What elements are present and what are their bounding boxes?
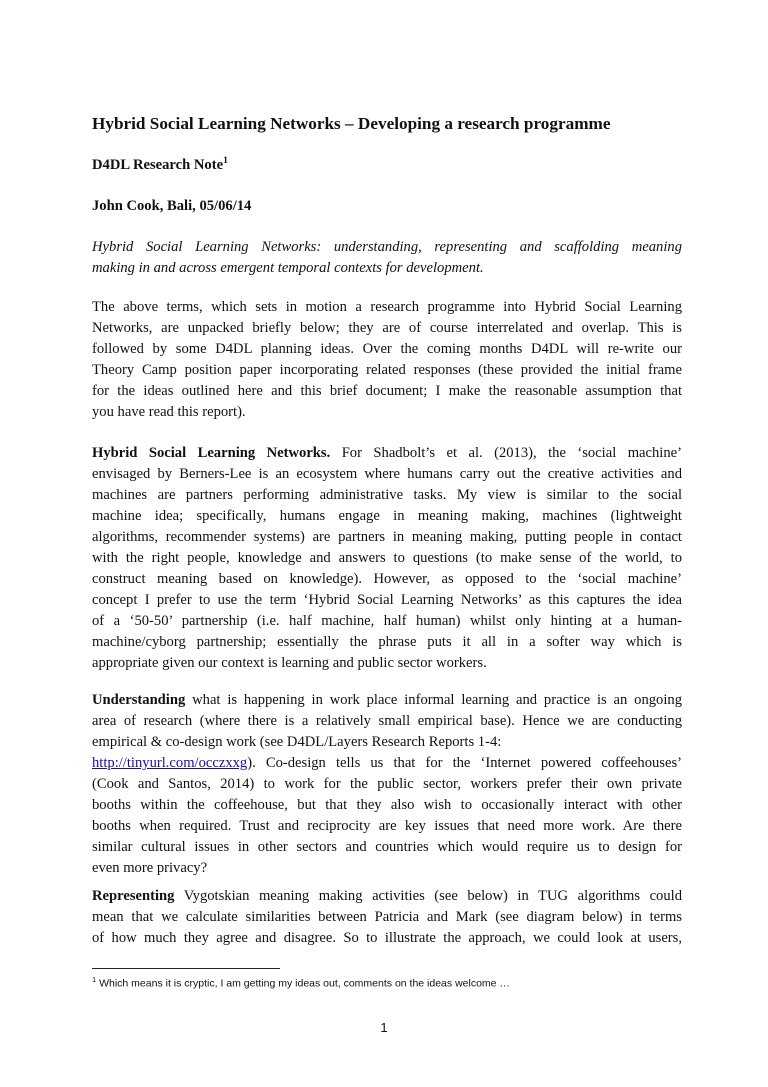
hsln-line: with the right people, knowledge and answers to questions (to make sense of the world, to — [92, 550, 682, 566]
hsln-first-line — [92, 443, 682, 464]
footnote-text: Which means it is cryptic, I am getting my ideas out, comments on the ideas welcome … — [96, 977, 510, 990]
understanding-line: similar cultural issues in other sectors and countries which would require us to design for — [92, 839, 682, 855]
research-note-label — [92, 156, 228, 174]
understanding-link-line — [92, 753, 682, 774]
understanding-line: booths within the coffeehouse, but that they also wish to occasionally interact with other — [92, 797, 682, 813]
understanding-first-line — [92, 690, 682, 711]
intro-line: followed by some D4DL planning ideas. Over the coming months D4DL will re-write our — [92, 341, 682, 357]
author-line: John Cook, Bali, 05/06/14 — [92, 198, 252, 214]
page-number: 1 — [380, 1020, 388, 1035]
understanding-heading: Understanding — [92, 692, 186, 708]
document-title: Hybrid Social Learning Networks – Developing a research programme — [92, 114, 611, 133]
understanding-line: area of research (where there is a relatively small empirical base). Hence we are conducting — [92, 713, 682, 729]
subtitle-line: Hybrid Social Learning Networks: understanding, representing and scaffolding meaning — [92, 239, 682, 255]
hsln-line: construct meaning based on knowledge). However, as opposed to the ‘social machine’ — [92, 571, 682, 587]
hsln-line: concept I prefer to use the term ‘Hybrid Social Learning Networks’ as this captures the idea — [92, 592, 682, 608]
hsln-line: machine idea; specifically, humans engage in meaning making, machines (lightweight — [92, 508, 682, 524]
hsln-line: envisaged by Berners-Lee is an ecosystem where humans carry out the creative activities and — [92, 466, 682, 482]
hsln-paragraph — [92, 443, 682, 674]
tinyurl-link[interactable]: http://tinyurl.com/occzxxg — [92, 755, 248, 771]
hsln-line: of a ‘50-50’ partnership (i.e. half machine, half human) whilst only hinting at a human- — [92, 613, 682, 629]
intro-line: for the ideas outlined here and this brief document; I make the reasonable assumption that — [92, 383, 682, 399]
understanding-line: booths when required. Trust and reciprocity are key issues that need more work. Are there — [92, 818, 682, 834]
representing-paragraph — [92, 886, 682, 949]
representing-heading: Representing — [92, 888, 175, 904]
intro-line: you have read this report). — [92, 404, 246, 420]
hsln-line: machine/cyborg partnership; essentially the phrase puts it all in a softer way which is — [92, 634, 682, 650]
footnote-divider — [92, 968, 280, 969]
note-label-text: D4DL Research Note — [92, 156, 224, 173]
intro-line: Theory Camp position paper incorporating related responses (these provided the initial frame — [92, 362, 682, 378]
understanding-line: empirical & co-design work (see D4DL/Layers Research Reports 1-4: — [92, 734, 502, 750]
hsln-line: machines are partners performing administrative tasks. My view is similar to the social — [92, 487, 682, 503]
intro-line: The above terms, which sets in motion a research programme into Hybrid Social Learning — [92, 299, 682, 315]
understanding-paragraph — [92, 690, 682, 879]
representing-line: of how much they agree and disagree. So to illustrate the approach, we could look at users, — [92, 930, 682, 946]
understanding-link-rest: ). Co-design tells us that for the ‘Internet powered coffeehouses’ — [247, 755, 682, 771]
intro-paragraph — [92, 297, 682, 423]
representing-line: mean that we calculate similarities between Patricia and Mark (see diagram below) in terms — [92, 909, 682, 925]
footnote-ref-marker[interactable]: 1 — [223, 156, 228, 166]
hsln-heading: Hybrid Social Learning Networks. — [92, 445, 331, 461]
footnote-marker: 1 — [92, 975, 97, 984]
understanding-first-text: what is happening in work place informal learning and practice is an ongoing — [185, 692, 682, 708]
understanding-line: (Cook and Santos, 2014) to work for the public sector, workers prefer their own private — [92, 776, 682, 792]
hsln-line: appropriate given our context is learning and public sector workers. — [92, 655, 487, 671]
subtitle-line: making in and across emergent temporal contexts for development. — [92, 260, 484, 276]
subtitle-paragraph — [92, 237, 682, 279]
representing-first-text: Vygotskian meaning making activities (see below) in TUG algorithms could — [174, 888, 682, 904]
footnote — [92, 975, 510, 990]
hsln-first-text: For Shadbolt’s et al. (2013), the ‘social machine’ — [330, 445, 682, 461]
understanding-line: even more privacy? — [92, 860, 208, 876]
representing-first-line — [92, 886, 682, 907]
hsln-line: algorithms, recommender systems) are partners in meaning making, putting people in contact — [92, 529, 682, 545]
intro-line: Networks, are unpacked briefly below; they are of course interrelated and overlap. This is — [92, 320, 682, 336]
